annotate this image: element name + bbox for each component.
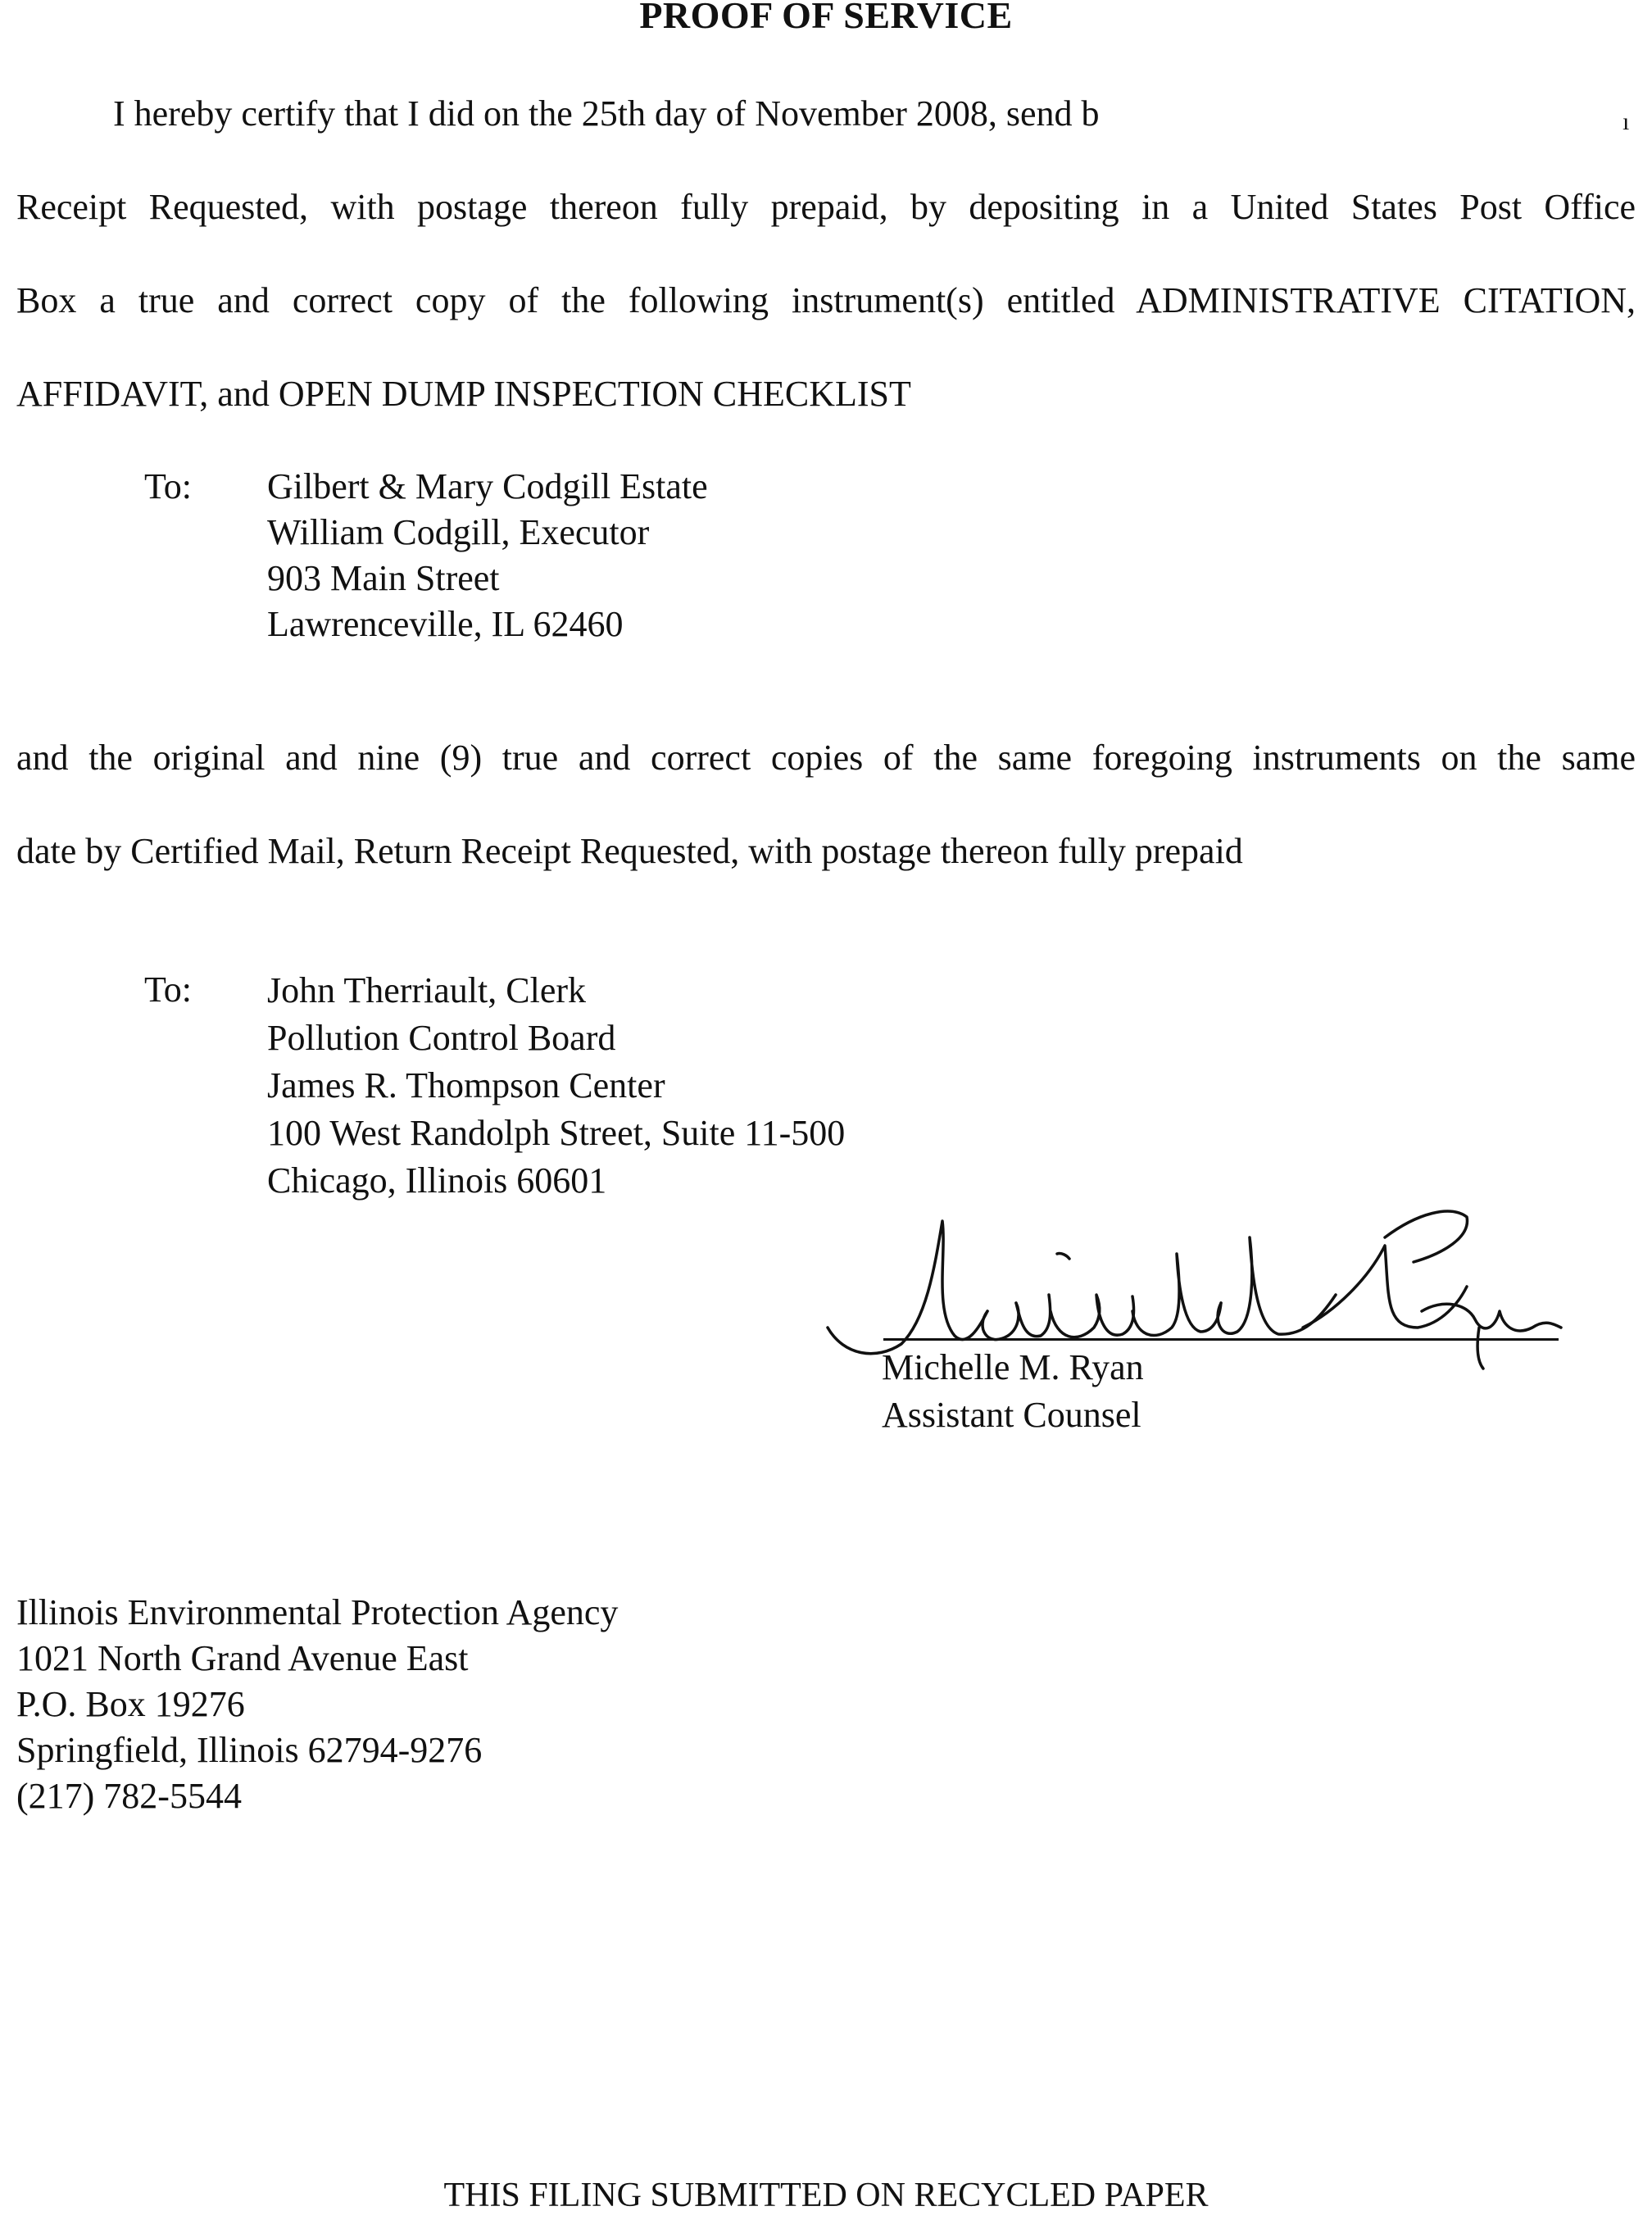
recipient1-to-label: To: [144, 466, 193, 506]
recipient2-address-line: Pollution Control Board [267, 1018, 616, 1058]
signatory-title: Assistant Counsel [882, 1395, 1141, 1435]
paragraph2-line-2: date by Certified Mail, Return Receipt Requested, with postage thereon fully prepaid [16, 831, 1243, 871]
recipient2-to-label: To: [144, 969, 193, 1010]
stray-mark: ı [1622, 108, 1630, 135]
paragraph1-line-2: Receipt Requested, with postage thereon fully prepaid, by depositing in a United States Post Office [16, 187, 1636, 227]
recipient2-address-line: 100 West Randolph Street, Suite 11-500 [267, 1113, 846, 1153]
agency-address [16, 1590, 618, 1819]
agency-address-line: P.O. Box 19276 [16, 1684, 245, 1724]
agency-address-line: 1021 North Grand Avenue East [16, 1638, 469, 1678]
paragraph1-line-3: Box a true and correct copy of the following instrument(s) entitled ADMINISTRATIVE CITATION, [16, 280, 1636, 320]
document-title: PROOF OF SERVICE [639, 0, 1013, 36]
agency-address-line: (217) 782-5544 [16, 1776, 242, 1816]
recipient1-address [267, 464, 708, 647]
recipient1-address-line: 903 Main Street [267, 558, 500, 598]
recycled-paper-footer: THIS FILING SUBMITTED ON RECYCLED PAPER [443, 2177, 1209, 2214]
recipient1-address-line: Lawrenceville, IL 62460 [267, 604, 624, 644]
paragraph1-line-1: I hereby certify that I did on the 25th day of November 2008, send b [113, 93, 1100, 134]
recipient2-address-line: James R. Thompson Center [267, 1065, 665, 1105]
signature-line [883, 1338, 1559, 1341]
recipient1-address-line: Gilbert & Mary Codgill Estate [267, 466, 708, 506]
agency-address-line: Springfield, Illinois 62794-9276 [16, 1730, 483, 1770]
signatory-block [882, 1344, 1144, 1439]
recipient2-address [267, 967, 845, 1205]
recipient1-address-line: William Codgill, Executor [267, 512, 650, 552]
recipient2-address-line: John Therriault, Clerk [267, 970, 586, 1010]
paragraph2-line-1: and the original and nine (9) true and correct copies of the same foregoing instruments on the same [16, 738, 1636, 778]
recipient2-address-line: Chicago, Illinois 60601 [267, 1160, 607, 1201]
agency-address-line: Illinois Environmental Protection Agency [16, 1592, 619, 1632]
signatory-name: Michelle M. Ryan [882, 1347, 1144, 1387]
paragraph1-line-4: AFFIDAVIT, and OPEN DUMP INSPECTION CHECKLIST [16, 374, 911, 414]
